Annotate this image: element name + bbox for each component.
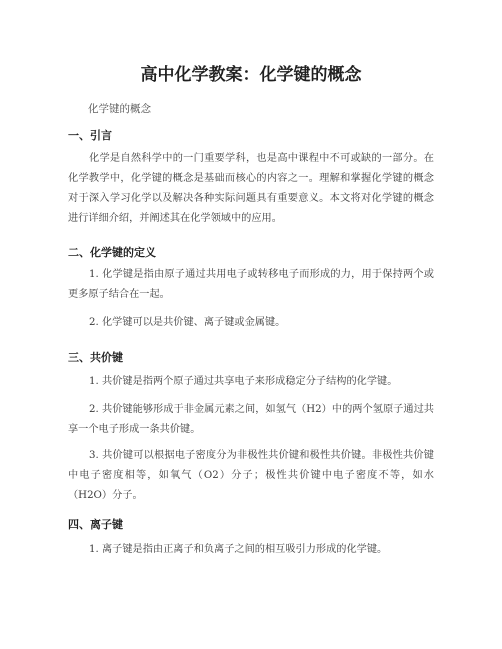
section-intro-paragraph: 化学是自然科学中的一门重要学科，也是高中课程中不可或缺的一部分。在化学教学中，化学键的概念是基础而核心的内容之一。理解和掌握化学键的概念对于深入学习化学以及解决各种实际问题具有重要意义。本文将对化学键的概念进行详细介绍，并阐述其在化学领域中的应用。 (68, 153, 434, 224)
page-title: 高中化学教案：化学键的概念 (140, 65, 362, 85)
document-subtitle: 化学键的概念 (88, 103, 151, 115)
section-heading-definition: 二、化学键的定义 (68, 246, 156, 259)
definition-paragraph-1: 1. 化学键是指由原子通过共用电子或转移电子而形成的力，用于保持两个或更多原子结合在一起。 (68, 269, 434, 300)
section-heading-ionic: 四、离子键 (68, 518, 123, 531)
covalent-paragraph-1: 1. 共价键是指两个原子通过共享电子来形成稳定分子结构的化学键。 (89, 376, 398, 387)
section-heading-covalent: 三、共价键 (68, 351, 123, 364)
section-heading-intro: 一、引言 (68, 129, 112, 142)
covalent-paragraph-2: 2. 共价键能够形成于非金属元素之间，如氢气（H2）中的两个氢原子通过共享一个电子形成一条共价键。 (68, 404, 434, 435)
definition-paragraph-2: 2. 化学键可以是共价键、离子键或金属键。 (89, 317, 286, 328)
ionic-paragraph-1: 1. 离子键是指由正离子和负离子之间的相互吸引力形成的化学键。 (89, 544, 388, 555)
covalent-paragraph-3: 3. 共价键可以根据电子密度分为非极性共价键和极性共价键。非极性共价键中电子密度相等，如氧气（O2）分子；极性共价键中电子密度不等，如水（H2O）分子。 (68, 450, 434, 501)
